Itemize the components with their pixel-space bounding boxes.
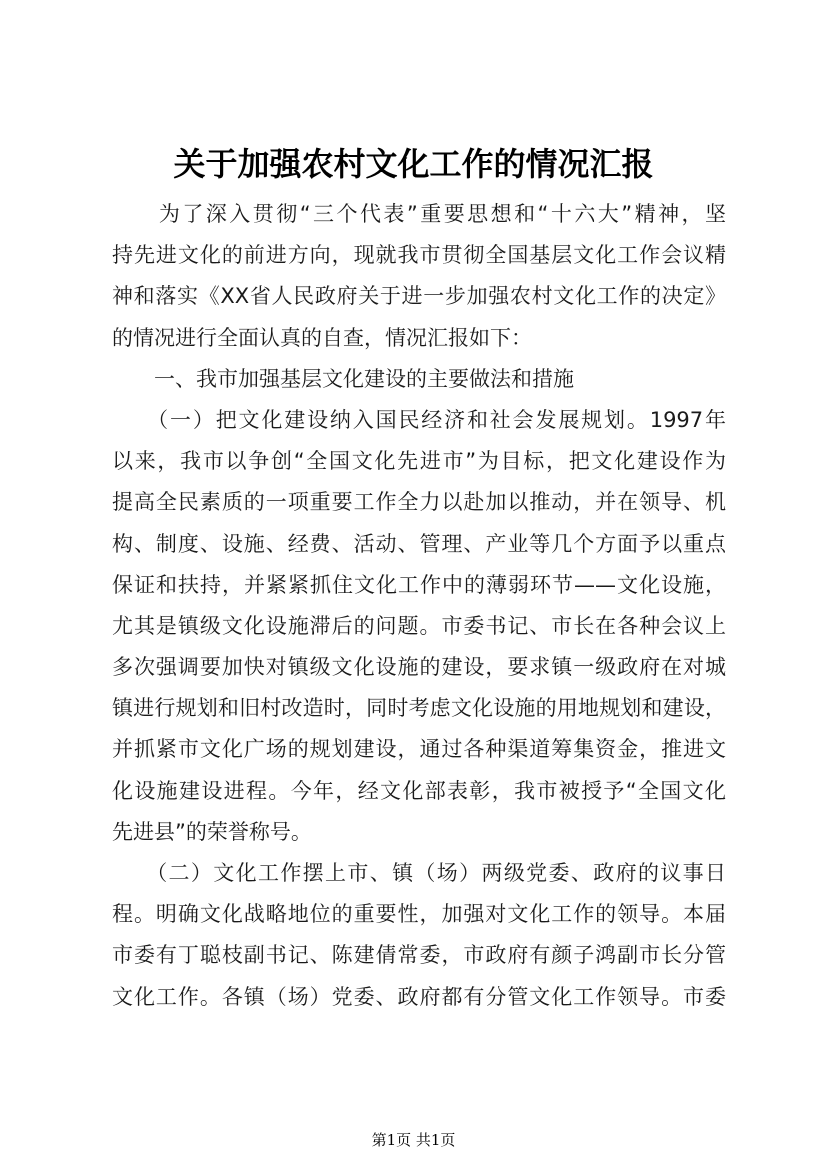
body-line: 构、制度、设施、经费、活动、管理、产业等几个方面予以重点 xyxy=(112,531,726,556)
section-heading: 一、我市加强基层文化建设的主要做法和措施 xyxy=(112,366,574,391)
document-title: 关于加强农村文化工作的情况汇报 xyxy=(173,145,654,183)
page-number-footer: 第1页 共1页 xyxy=(371,1131,456,1149)
body-line: （二）文化工作摆上市、镇（场）两级党委、政府的议事日 xyxy=(112,861,726,885)
body-line: 化设施建设进程。今年，经文化部表彰，我市被授予“全国文化 xyxy=(112,778,726,803)
body-line: 为了深入贯彻“三个代表”重要思想和“十六大”精神，坚 xyxy=(112,202,726,226)
body-line: 文化工作。各镇（场）党委、政府都有分管文化工作领导。市委 xyxy=(112,984,726,1009)
body-line: 程。明确文化战略地位的重要性，加强对文化工作的领导。本届 xyxy=(112,902,726,927)
body-line: 市委有丁聪枝副书记、陈建倩常委，市政府有颜子鸿副市长分管 xyxy=(112,943,726,968)
body-line: 持先进文化的前进方向，现就我市贯彻全国基层文化工作会议精 xyxy=(112,243,726,268)
body-line: 多次强调要加快对镇级文化设施的建设，要求镇一级政府在对城 xyxy=(112,655,726,680)
body-line: （一）把文化建设纳入国民经济和社会发展规划。1997年 xyxy=(112,407,726,432)
body-line: 提高全民素质的一项重要工作全力以赴加以推动，并在领导、机 xyxy=(112,490,726,515)
body-line: 神和落实《XX省人民政府关于进一步加强农村文化工作的决定》 xyxy=(112,284,726,309)
document-body xyxy=(112,194,726,1018)
body-line: 的情况进行全面认真的自查，情况汇报如下： xyxy=(112,325,532,350)
body-line: 并抓紧市文化广场的规划建设，通过各种渠道筹集资金，推进文 xyxy=(112,737,726,762)
body-line: 镇进行规划和旧村改造时，同时考虑文化设施的用地规划和建设， xyxy=(112,696,726,721)
body-line: 保证和扶持，并紧紧抓住文化工作中的薄弱环节——文化设施， xyxy=(112,572,726,597)
body-line: 以来，我市以争创“全国文化先进市”为目标，把文化建设作为 xyxy=(112,449,726,474)
body-line: 尤其是镇级文化设施滞后的问题。市委书记、市长在各种会议上 xyxy=(112,613,726,638)
body-line: 先进县”的荣誉称号。 xyxy=(112,819,312,844)
